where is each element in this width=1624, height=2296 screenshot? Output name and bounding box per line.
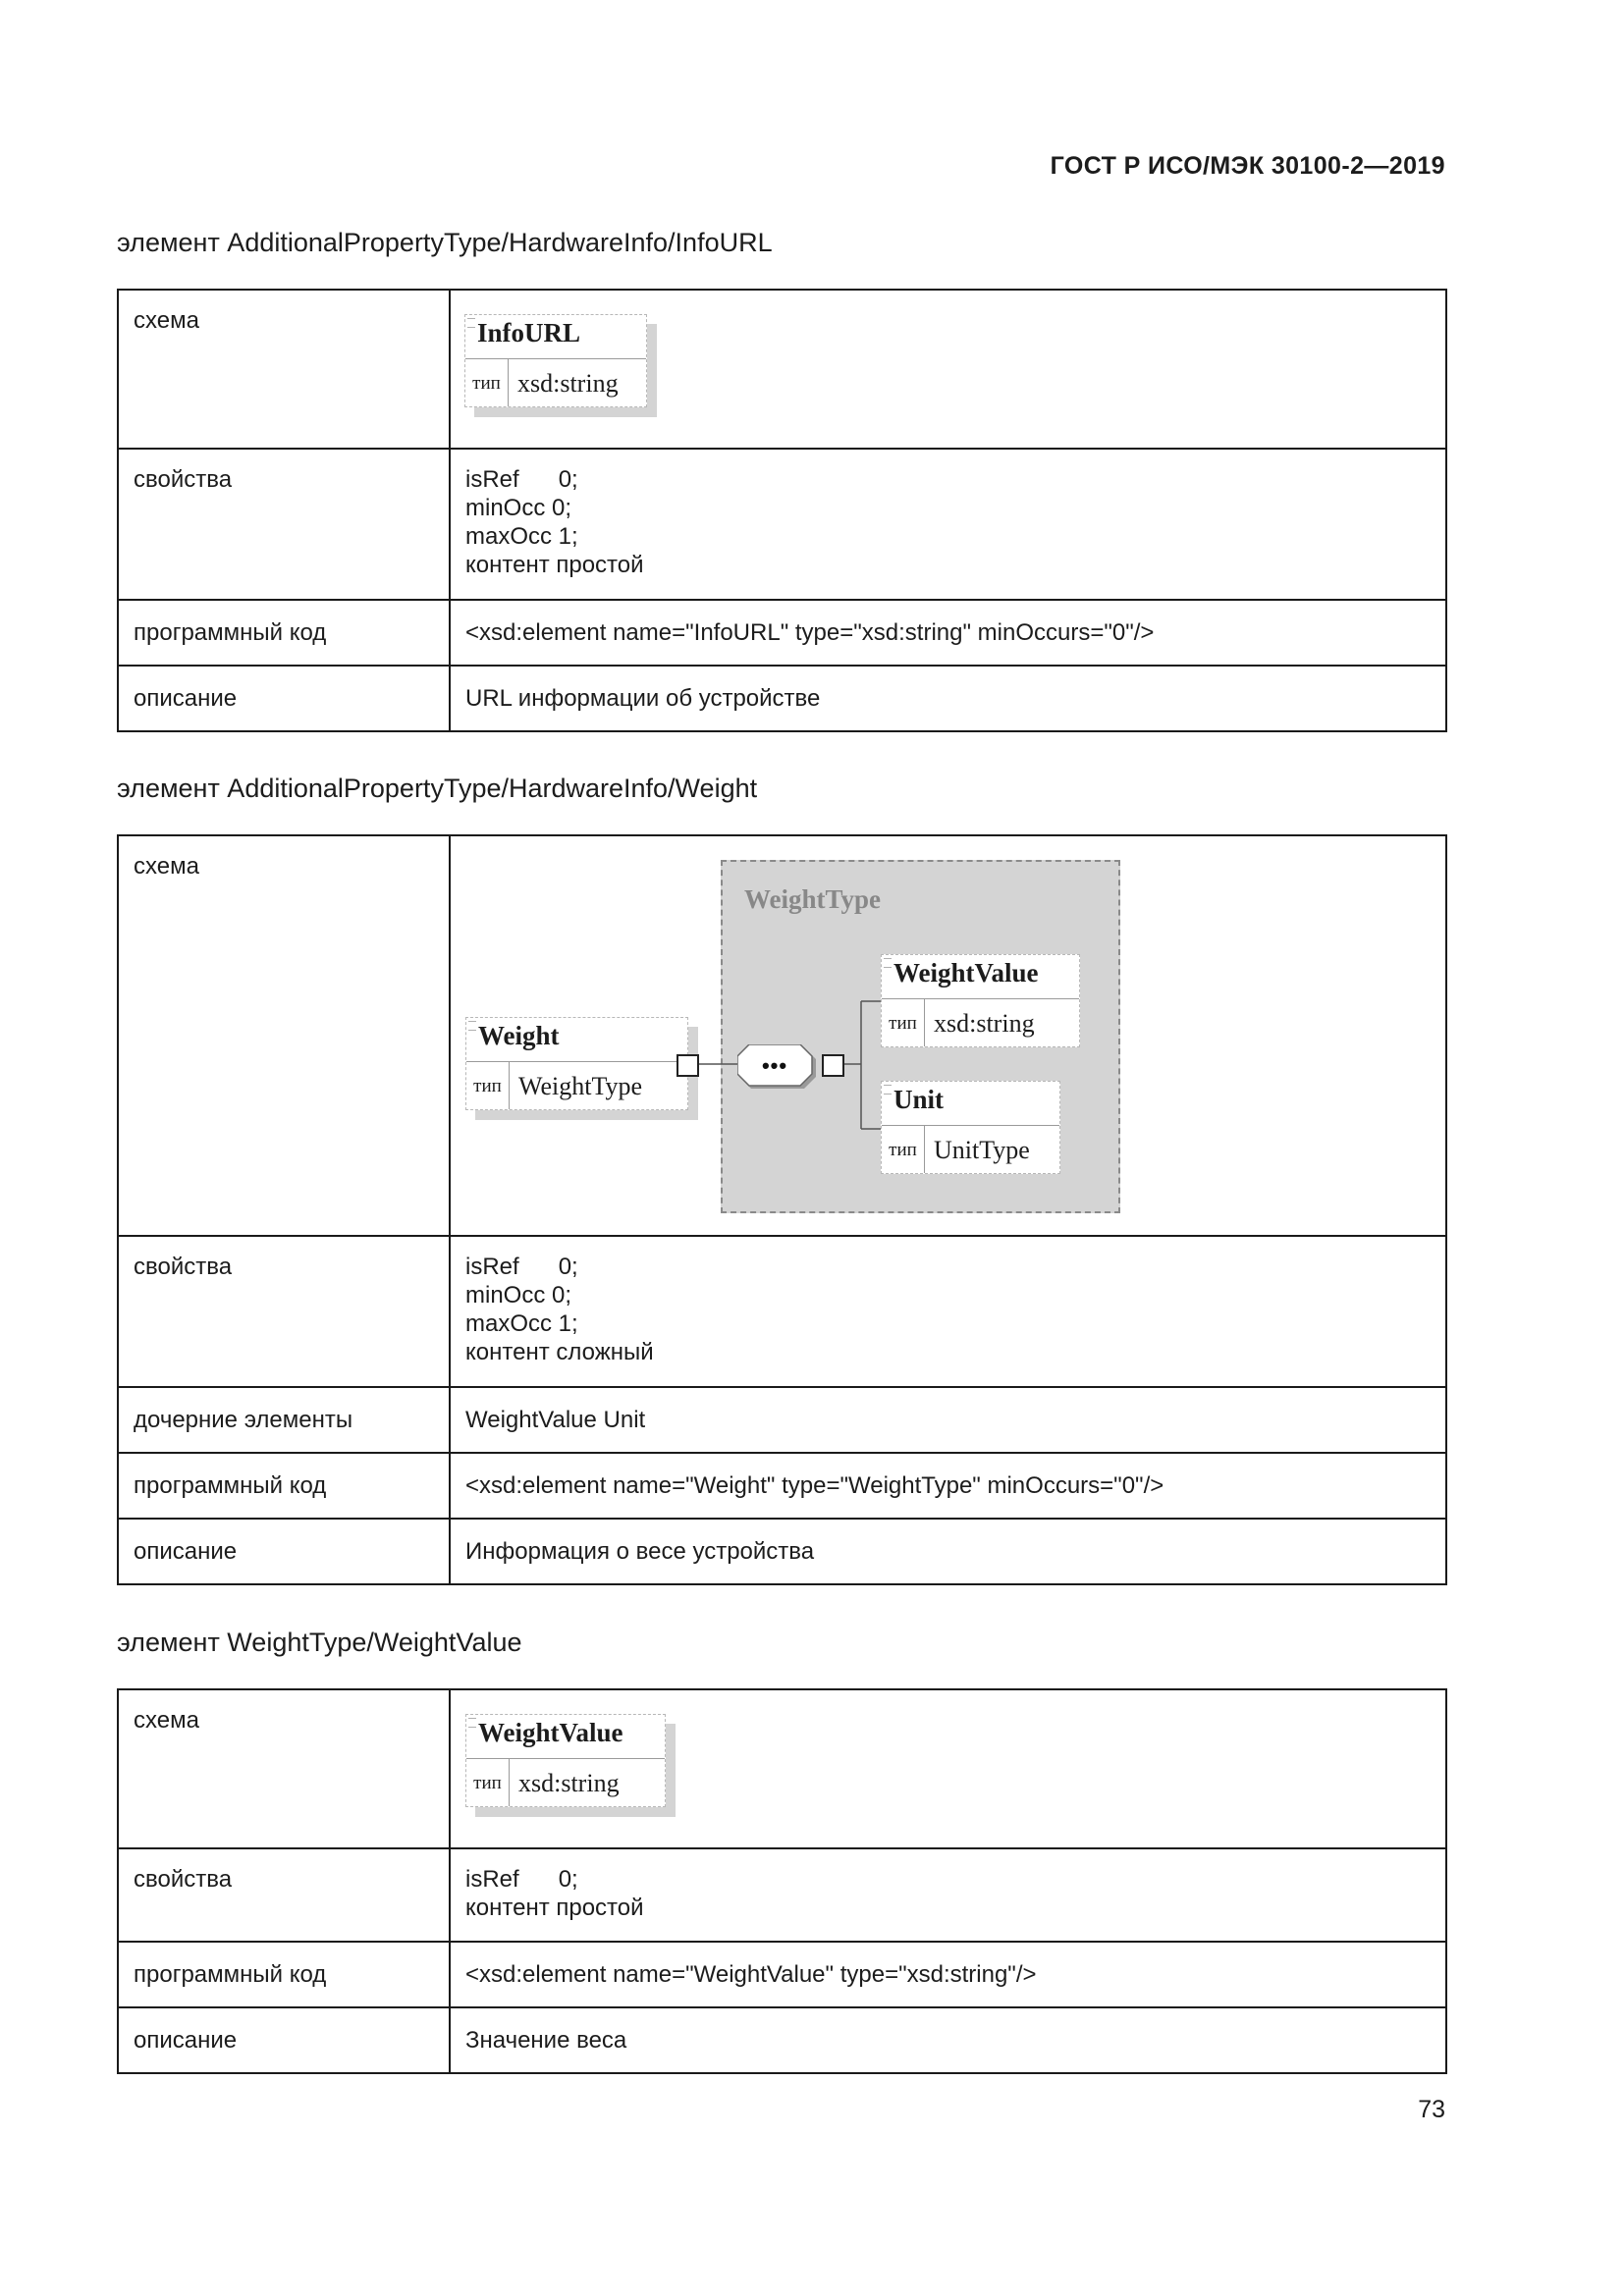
properties-cell <box>450 1848 1446 1942</box>
schema-cell <box>450 290 1446 449</box>
row-label-children: дочерние элементы <box>118 1387 450 1453</box>
row-label-code: программный код <box>118 600 450 666</box>
schema-element-name: WeightValue <box>478 1718 623 1747</box>
schema-box-unit <box>881 1081 1060 1174</box>
schema-type-label: тип <box>882 999 925 1046</box>
row-label-properties: свойства <box>118 1848 450 1942</box>
schema-cell <box>450 835 1446 1236</box>
element-table-weightvalue <box>117 1688 1447 2074</box>
schema-element-name: Weight <box>478 1021 560 1050</box>
row-label-code: программный код <box>118 1942 450 2007</box>
element-table-infourl <box>117 289 1447 732</box>
properties-cell <box>450 1236 1446 1387</box>
row-label-description: описание <box>118 2007 450 2073</box>
page-number: 73 <box>1418 2096 1445 2123</box>
schema-type-label: тип <box>882 1126 925 1173</box>
schema-type-label: тип <box>465 359 509 406</box>
property-line: maxOcc 1; <box>465 1310 578 1337</box>
schema-element-name: InfoURL <box>477 318 581 347</box>
schema-box-weightvalue <box>881 954 1080 1047</box>
schema-element-name: Unit <box>893 1085 945 1114</box>
schema-type-value: UnitType <box>934 1135 1030 1164</box>
description-cell: URL информации об устройстве <box>450 666 1446 731</box>
description-cell: Информация о весе устройства <box>450 1519 1446 1584</box>
element-table-weight <box>117 834 1447 1585</box>
schema-type-label: тип <box>466 1062 510 1109</box>
element-marker-icon <box>884 1085 892 1095</box>
schema-type-label: тип <box>466 1759 510 1806</box>
row-label-schema: схема <box>118 835 450 1236</box>
section-caption: элемент AdditionalPropertyType/HardwareInfo/Weight <box>117 774 758 803</box>
sequence-toggle-icon[interactable] <box>822 1054 844 1077</box>
element-marker-icon <box>467 318 475 328</box>
element-marker-icon <box>468 1021 476 1031</box>
row-label-description: описание <box>118 666 450 731</box>
row-label-code: программный код <box>118 1453 450 1519</box>
document-header: ГОСТ Р ИСО/МЭК 30100-2—2019 <box>1050 152 1445 180</box>
schema-element-name: WeightValue <box>893 958 1039 988</box>
property-line: контент сложный <box>465 1339 654 1365</box>
property-line: minOcc 0; <box>465 495 572 521</box>
code-cell: <xsd:element name="InfoURL" type="xsd:string" minOccurs="0"/> <box>450 600 1446 666</box>
schema-type-value: xsd:string <box>517 368 619 398</box>
schema-box-infourl <box>464 314 647 407</box>
schema-type-value: xsd:string <box>934 1008 1035 1038</box>
properties-cell <box>450 449 1446 600</box>
sequence-dots: ••• <box>761 1052 788 1078</box>
element-marker-icon <box>468 1718 476 1728</box>
row-label-schema: схема <box>118 290 450 449</box>
schema-box-weight <box>465 1017 688 1110</box>
property-line: isRef 0; <box>465 466 578 493</box>
property-line: контент простой <box>465 552 644 578</box>
schema-type-value: xsd:string <box>518 1768 620 1797</box>
schema-box-weightvalue <box>465 1714 666 1807</box>
property-line: isRef 0; <box>465 1866 578 1893</box>
row-label-description: описание <box>118 1519 450 1584</box>
property-line: minOcc 0; <box>465 1282 572 1308</box>
section-caption: элемент WeightType/WeightValue <box>117 1628 522 1657</box>
children-cell: WeightValue Unit <box>450 1387 1446 1453</box>
section-caption: элемент AdditionalPropertyType/HardwareInfo/InfoURL <box>117 228 773 257</box>
element-marker-icon <box>884 958 892 968</box>
row-label-properties: свойства <box>118 449 450 600</box>
code-cell: <xsd:element name="WeightValue" type="xsd:string"/> <box>450 1942 1446 2007</box>
expand-toggle-icon[interactable] <box>677 1054 699 1077</box>
row-label-schema: схема <box>118 1689 450 1848</box>
code-cell: <xsd:element name="Weight" type="WeightType" minOccurs="0"/> <box>450 1453 1446 1519</box>
schema-type-value: WeightType <box>518 1071 643 1100</box>
property-line: isRef 0; <box>465 1254 578 1280</box>
description-cell: Значение веса <box>450 2007 1446 2073</box>
row-label-properties: свойства <box>118 1236 450 1387</box>
property-line: maxOcc 1; <box>465 523 578 550</box>
complex-type-name: WeightType <box>744 884 882 914</box>
schema-cell <box>450 1689 1446 1848</box>
property-line: контент простой <box>465 1895 644 1921</box>
